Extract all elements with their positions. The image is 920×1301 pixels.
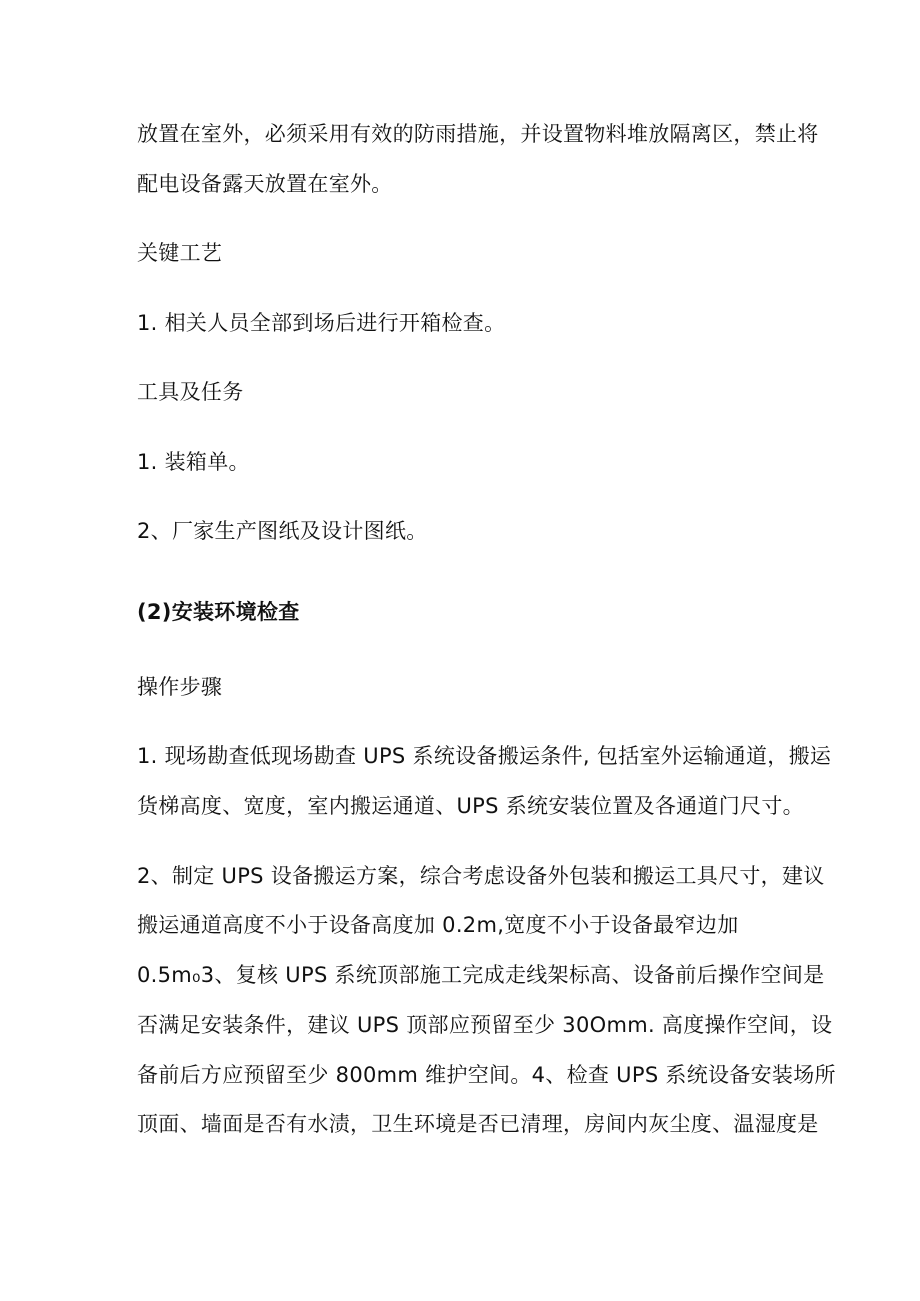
paragraph-line: 1. 现场勘查低现场勘查 UPS 系统设备搬运条件, 包括室外运输通道，搬运 <box>137 744 832 768</box>
paragraph-line: 否满足安装条件，建议 UPS 顶部应预留至少 30Omm. 高度操作空间，设 <box>137 1013 833 1037</box>
paragraph-line: 备前后方应预留至少 800mm 维护空间。4、检查 UPS 系统设备安装场所 <box>137 1063 836 1087</box>
section-heading: 关键工艺 <box>137 241 223 265</box>
list-item: 1. 相关人员全部到场后进行开箱检查。 <box>137 311 506 335</box>
paragraph-line: 搬运通道高度不小于设备高度加 0.2m,宽度不小于设备最窄边加 <box>137 913 739 937</box>
list-item: 2、厂家生产图纸及设计图纸。 <box>137 519 428 543</box>
paragraph-line: 放置在室外，必须采用有效的防雨措施，并设置物料堆放隔离区，禁止将 <box>137 122 819 146</box>
paragraph-line: 配电设备露天放置在室外。 <box>137 172 393 196</box>
paragraph-line: 货梯高度、宽度，室内搬运通道、UPS 系统安装位置及各通道门尺寸。 <box>137 794 804 818</box>
section-heading: 操作步骤 <box>137 675 223 699</box>
section-heading: 工具及任务 <box>137 380 244 404</box>
paragraph-line: 顶面、墙面是否有水渍，卫生环境是否已清理，房间内灰尘度、温湿度是 <box>137 1112 819 1136</box>
list-item: 1. 装箱单。 <box>137 450 250 474</box>
subsection-title: (2)安装环境检查 <box>137 600 300 624</box>
paragraph-line: 0.5m₀3、复核 UPS 系统顶部施工完成走线架标高、设备前后操作空间是 <box>137 963 825 987</box>
paragraph-line: 2、制定 UPS 设备搬运方案，综合考虑设备外包装和搬运工具尺寸，建议 <box>137 864 825 888</box>
